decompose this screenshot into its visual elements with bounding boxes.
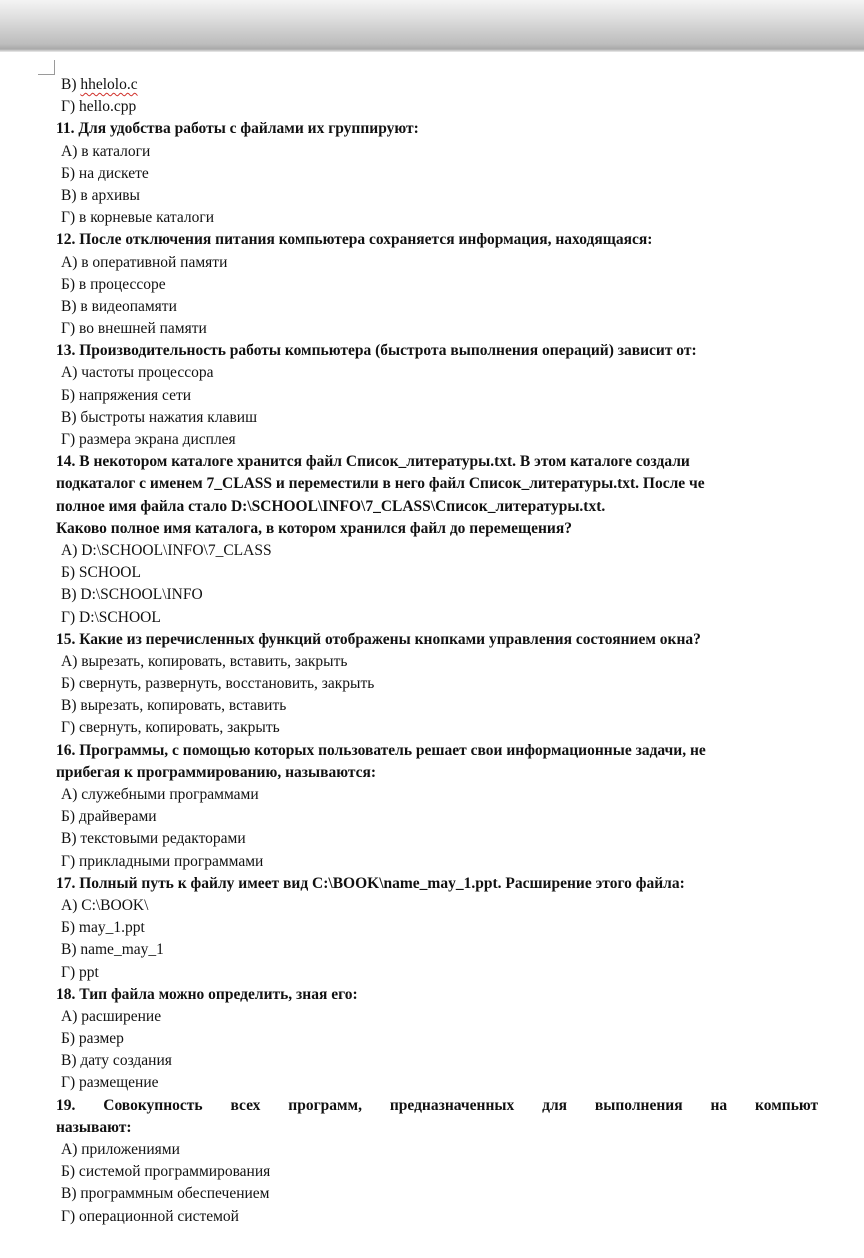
answer-option: В) в архивы [61,186,140,204]
answer-option: В) быстроты нажатия клавиш [61,408,258,426]
answer-option: Г) операционной системой [61,1207,239,1225]
question-16-line-2: прибегая к программированию, называются: [56,763,377,781]
page-corner-marker [38,60,55,75]
answer-option: В) текстовыми редакторами [61,830,246,848]
question-14-line-1: 14. В некотором каталоге хранится файл Список_литературы.txt. В этом каталоге создали [56,453,690,471]
question-17: 17. Полный путь к файлу имеет вид C:\BOOK\name_may_1.ppt. Расширение этого файла: [56,874,685,892]
answer-option: Б) свернуть, развернуть, восстановить, закрыть [61,675,375,693]
answer-option: Б) may_1.ppt [61,919,145,937]
answer-option: В) дату создания [61,1052,172,1070]
answer-option: Б) напряжения сети [61,386,192,404]
answer-option: Б) размер [61,1030,124,1048]
answer-option: А) вырезать, копировать, вставить, закрыть [61,652,348,670]
answer-option: Г) D:\SCHOOL [61,608,161,626]
question-14-line-3: полное имя файла стало D:\SCHOOL\INFO\7_CLASS\Список_литературы.txt. [56,497,606,515]
answer-option: Г) прикладными программами [61,852,264,870]
answer-option: В) D:\SCHOOL\INFO [61,586,203,604]
question-19-line-2: называют: [56,1118,132,1136]
answer-option: Б) драйверами [61,808,157,826]
answer-option: В) в видеопамяти [61,297,177,315]
answer-option: В) вырезать, копировать, вставить [61,697,287,715]
answer-option: Г) размещение [61,1074,159,1092]
answer-option: Г) свернуть, копировать, закрыть [61,719,280,737]
answer-option: А) расширение [61,1007,162,1025]
answer-option: А) частоты процессора [61,364,214,382]
answer-option: Б) в процессоре [61,275,166,293]
answer-option: Б) SCHOOL [61,564,141,582]
answer-option: А) D:\SCHOOL\INFO\7_CLASS [61,541,272,559]
answer-option: Г) во внешней памяти [61,320,207,338]
answer-option: А) приложениями [61,1141,180,1158]
document-content[interactable] [56,74,864,1228]
answer-option: Г) в корневые каталоги [61,209,214,227]
question-15: 15. Какие из перечисленных функций отображены кнопками управления состоянием окна? [56,630,701,648]
answer-option: А) в каталоги [61,142,151,160]
answer-option: Г) hello.cpp [61,98,137,116]
question-12: 12. После отключения питания компьютера сохраняется информация, находящаяся: [56,231,653,249]
question-14-line-4: Каково полное имя каталога, в котором хранился файл до перемещения? [56,519,572,537]
answer-option: Г) ppt [61,963,99,981]
answer-option: В) hhelolo.c [61,76,138,93]
answer-option: Б) на дискете [61,164,149,182]
question-13: 13. Производительность работы компьютера (быстрота выполнения операций) зависит от: [56,342,697,360]
window-toolbar-strip [0,0,864,52]
question-16-line-1: 16. Программы, с помощью которых пользователь решает свои информационные задачи, не [56,741,706,759]
misspelled-word: hhelolo.c [80,76,138,93]
answer-option: А) в оперативной памяти [61,253,228,271]
question-18: 18. Тип файла можно определить, зная его: [56,985,358,1003]
question-19-line-1: 19. Совокупность всех программ, предназначенных для выполнения на компьют [56,1096,819,1114]
answer-option: В) name_may_1 [61,941,164,959]
question-11: 11. Для удобства работы с файлами их группируют: [56,120,419,138]
answer-option: В) программным обеспечением [61,1185,270,1203]
answer-option: Б) системой программирования [61,1163,271,1181]
answer-option: Г) размера экрана дисплея [61,431,236,448]
answer-option: А) служебными программами [61,786,259,803]
document-page[interactable] [0,52,864,1258]
question-14-line-2: подкаталог с именем 7_CLASS и переместили в него файл Список_литературы.txt. После че [56,475,705,493]
answer-option: А) C:\BOOK\ [61,896,149,914]
